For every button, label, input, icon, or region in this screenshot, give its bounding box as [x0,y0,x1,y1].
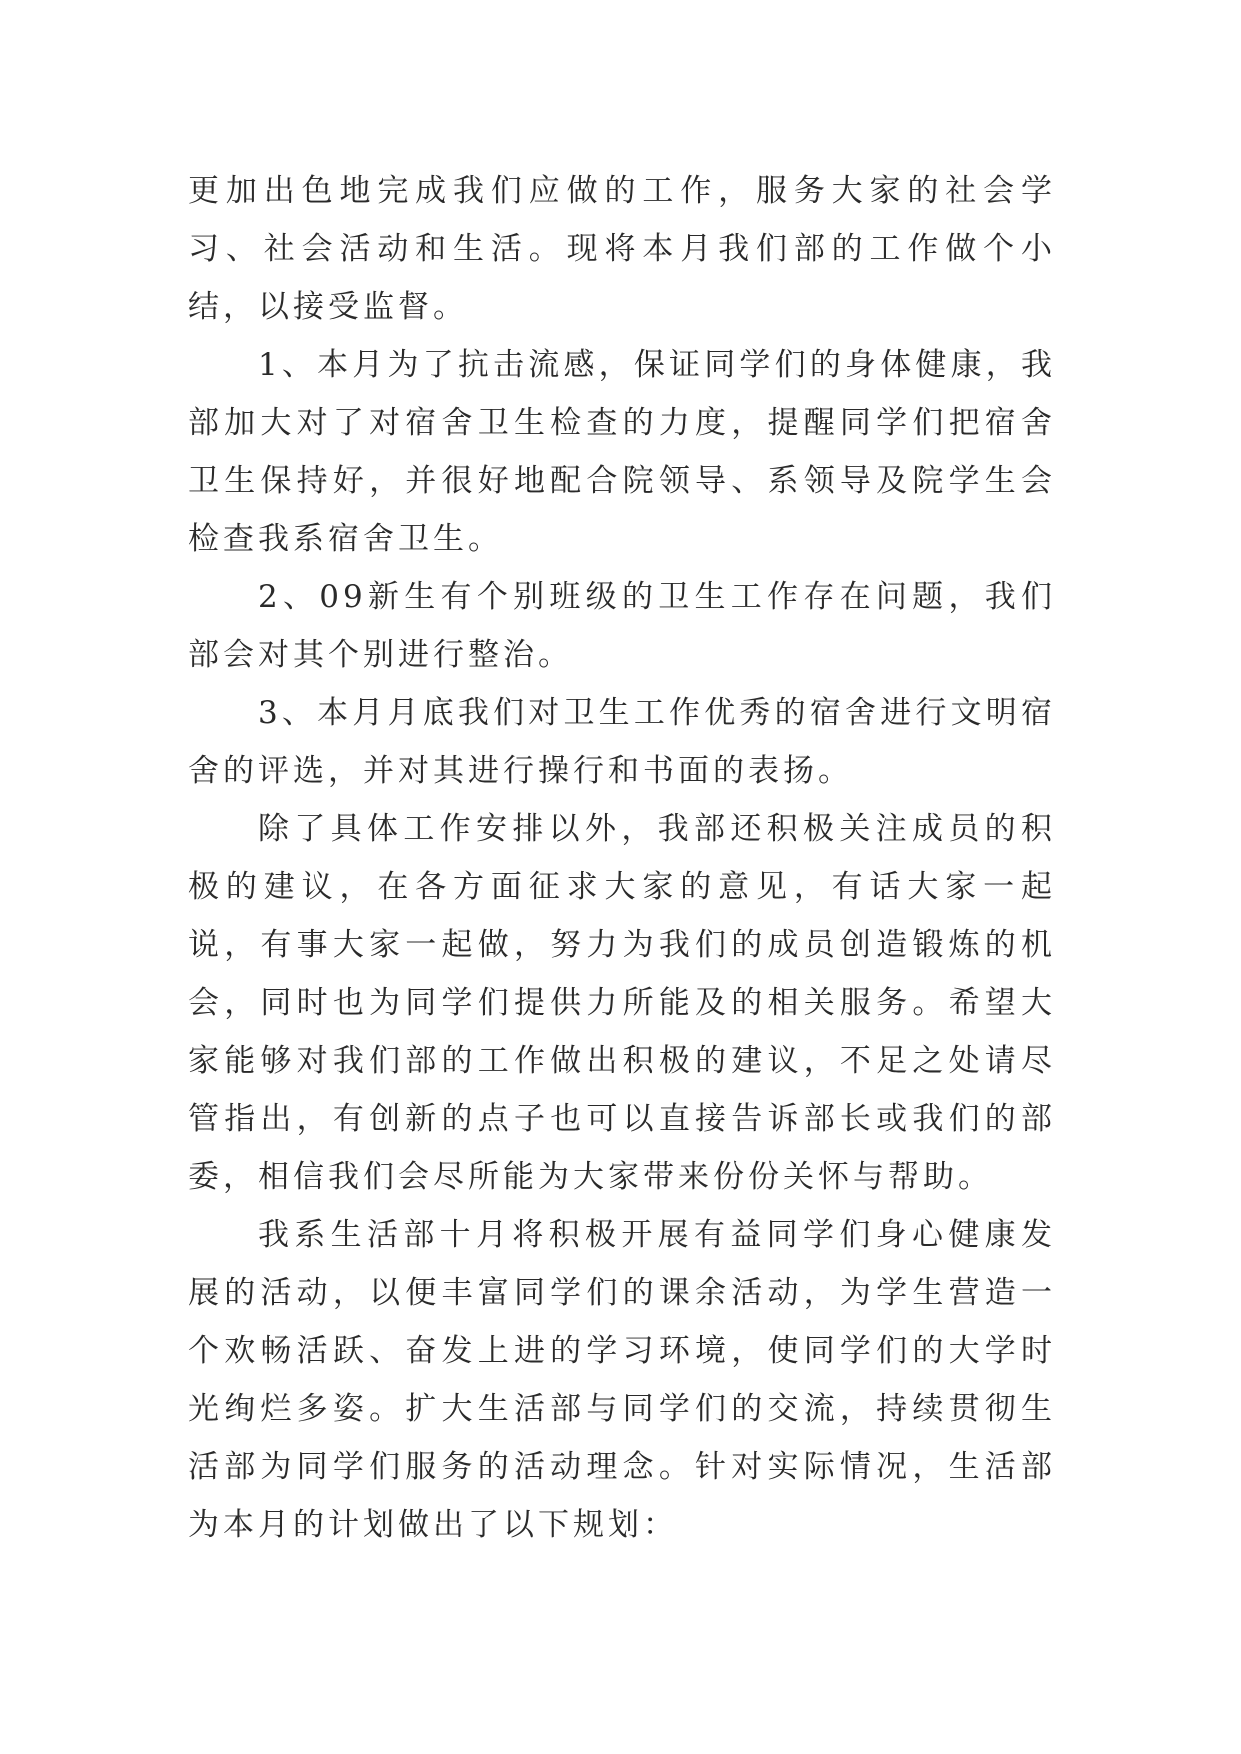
paragraph-october-plan: 我系生活部十月将积极开展有益同学们身心健康发展的活动，以便丰富同学们的课余活动，为学生营造一个欢畅活跃、奋发上进的学习环境，使同学们的大学时光绚烂多姿。扩大生活部与同学们的交流，持续贯彻生活部为同学们服务的活动理念。针对实际情况，生活部为本月的计划做出了以下规划： [188,1217,1056,1543]
paragraph-item-3: 3、本月月底我们对卫生工作优秀的宿舍进行文明宿舍的评选，并对其进行操行和书面的表扬。 [188,695,1056,789]
paragraph-intro-continuation: 更加出色地完成我们应做的工作，服务大家的社会学习、社会活动和生活。现将本月我们部的工作做个小结，以接受监督。 [188,173,1056,325]
document-body [188,162,1056,1554]
paragraph-suggestions: 除了具体工作安排以外，我部还积极关注成员的积极的建议，在各方面征求大家的意见，有话大家一起说，有事大家一起做，努力为我们的成员创造锻炼的机会，同时也为同学们提供力所能及的相关服务。希望大家能够对我们部的工作做出积极的建议，不足之处请尽管指出，有创新的点子也可以直接告诉部长或我们的部委，相信我们会尽所能为大家带来份份关怀与帮助。 [188,811,1056,1195]
paragraph-item-1: 1、本月为了抗击流感，保证同学们的身体健康，我部加大对了对宿舍卫生检查的力度，提醒同学们把宿舍卫生保持好，并很好地配合院领导、系领导及院学生会检查我系宿舍卫生。 [188,347,1056,557]
paragraph-item-2: 2、09新生有个别班级的卫生工作存在问题，我们部会对其个别进行整治。 [188,579,1056,673]
